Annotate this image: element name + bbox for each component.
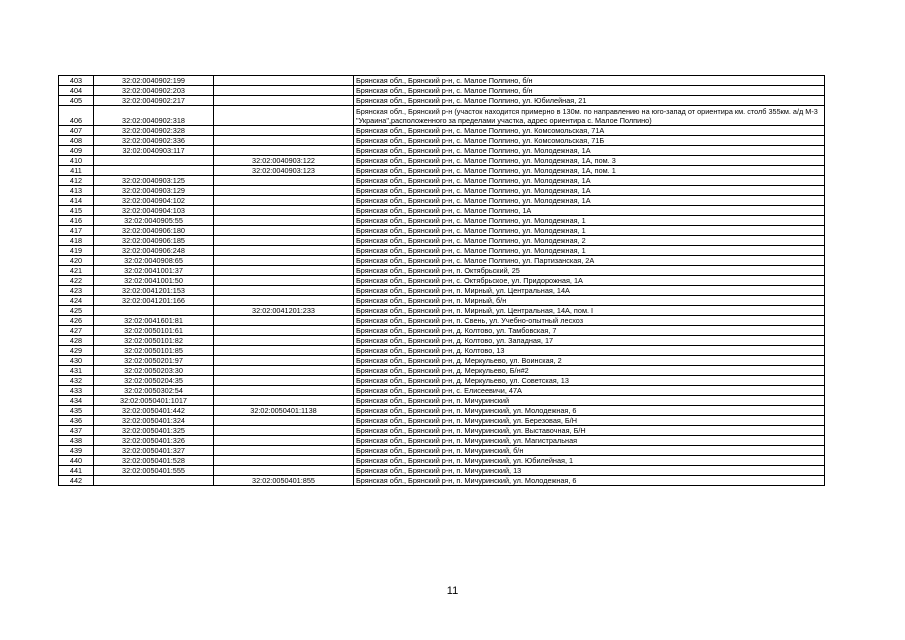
linked-cadastral-number-cell — [214, 356, 354, 366]
table-row — [59, 356, 825, 366]
linked-cadastral-number-cell: 32:02:0050401:855 — [214, 476, 354, 486]
table-row — [59, 346, 825, 356]
table-row — [59, 276, 825, 286]
table-row — [59, 156, 825, 166]
linked-cadastral-number-cell: 32:02:0040903:123 — [214, 166, 354, 176]
address-cell: Брянская обл., Брянский р-н, с. Малое Полпино, ул. Юбилейная, 21 — [354, 96, 825, 106]
table-row — [59, 416, 825, 426]
row-number-cell: 437 — [59, 426, 94, 436]
table-row — [59, 376, 825, 386]
table-row — [59, 106, 825, 126]
address-cell: Брянская обл., Брянский р-н, п. Мичуринский, ул. Магистральная — [354, 436, 825, 446]
address-cell: Брянская обл., Брянский р-н, п. Мирный, ул. Центральная, 14А, пом. I — [354, 306, 825, 316]
linked-cadastral-number-cell — [214, 76, 354, 86]
address-cell: Брянская обл., Брянский р-н, с. Малое Полпино, ул. Молодежная, 2 — [354, 236, 825, 246]
address-cell: Брянская обл., Брянский р-н, п. Мичуринский, ул. Выставочная, Б/Н — [354, 426, 825, 436]
linked-cadastral-number-cell — [214, 286, 354, 296]
address-cell: Брянская обл., Брянский р-н, с. Малое Полпино, ул. Партизанская, 2А — [354, 256, 825, 266]
linked-cadastral-number-cell — [214, 226, 354, 236]
linked-cadastral-number-cell — [214, 146, 354, 156]
address-cell: Брянская обл., Брянский р-н, п. Мирный, ул. Центральная, 14А — [354, 286, 825, 296]
row-number-cell: 416 — [59, 216, 94, 226]
table-row — [59, 236, 825, 246]
address-cell: Брянская обл., Брянский р-н, п. Мичуринский, б/н — [354, 446, 825, 456]
row-number-cell: 414 — [59, 196, 94, 206]
cadastral-number-cell: 32:02:0040902:203 — [94, 86, 214, 96]
cadastral-number-cell: 32:02:0040902:217 — [94, 96, 214, 106]
cadastral-number-cell: 32:02:0040906:248 — [94, 246, 214, 256]
row-number-cell: 440 — [59, 456, 94, 466]
linked-cadastral-number-cell — [214, 396, 354, 406]
row-number-cell: 430 — [59, 356, 94, 366]
table-row — [59, 326, 825, 336]
table-row — [59, 436, 825, 446]
table-row — [59, 426, 825, 436]
linked-cadastral-number-cell — [214, 296, 354, 306]
cadastral-number-cell: 32:02:0050401:528 — [94, 456, 214, 466]
address-cell: Брянская обл., Брянский р-н, с. Малое Полпино, ул. Молодежная, 1А — [354, 196, 825, 206]
address-cell: Брянская обл., Брянский р-н, с. Малое Полпино, ул. Молодежная, 1 — [354, 226, 825, 236]
linked-cadastral-number-cell — [214, 276, 354, 286]
linked-cadastral-number-cell — [214, 416, 354, 426]
linked-cadastral-number-cell — [214, 136, 354, 146]
linked-cadastral-number-cell — [214, 86, 354, 96]
cadastral-number-cell: 32:02:0050401:327 — [94, 446, 214, 456]
linked-cadastral-number-cell — [214, 366, 354, 376]
address-cell: Брянская обл., Брянский р-н, с. Малое Полпино, ул. Комсомольская, 71А — [354, 126, 825, 136]
table-row — [59, 196, 825, 206]
row-number-cell: 429 — [59, 346, 94, 356]
row-number-cell: 417 — [59, 226, 94, 236]
linked-cadastral-number-cell — [214, 186, 354, 196]
cadastral-number-cell: 32:02:0040902:318 — [94, 106, 214, 126]
cadastral-number-cell: 32:02:0040902:328 — [94, 126, 214, 136]
address-cell: Брянская обл., Брянский р-н, п. Октябрьский, 25 — [354, 266, 825, 276]
address-cell: Брянская обл., Брянский р-н, п. Мичуринский — [354, 396, 825, 406]
row-number-cell: 406 — [59, 106, 94, 126]
address-cell: Брянская обл., Брянский р-н, д. Меркульево, Б/н#2 — [354, 366, 825, 376]
table-row — [59, 206, 825, 216]
cadastral-number-cell: 32:02:0050204:35 — [94, 376, 214, 386]
linked-cadastral-number-cell — [214, 326, 354, 336]
row-number-cell: 404 — [59, 86, 94, 96]
table-row — [59, 396, 825, 406]
cadastral-number-cell: 32:02:0050302:54 — [94, 386, 214, 396]
row-number-cell: 423 — [59, 286, 94, 296]
cadastral-number-cell: 32:02:0050201:97 — [94, 356, 214, 366]
cadastral-number-cell: 32:02:0040908:65 — [94, 256, 214, 266]
row-number-cell: 427 — [59, 326, 94, 336]
row-number-cell: 422 — [59, 276, 94, 286]
linked-cadastral-number-cell — [214, 336, 354, 346]
table-row — [59, 446, 825, 456]
address-cell: Брянская обл., Брянский р-н, д. Колтово, ул. Тамбовская, 7 — [354, 326, 825, 336]
linked-cadastral-number-cell — [214, 446, 354, 456]
row-number-cell: 415 — [59, 206, 94, 216]
address-cell: Брянская обл., Брянский р-н, п. Мичуринский, ул. Березовая, Б/Н — [354, 416, 825, 426]
cadastral-number-cell: 32:02:0041201:166 — [94, 296, 214, 306]
cadastral-number-cell — [94, 306, 214, 316]
cadastral-number-cell: 32:02:0040903:129 — [94, 186, 214, 196]
linked-cadastral-number-cell — [214, 96, 354, 106]
row-number-cell: 431 — [59, 366, 94, 376]
address-cell: Брянская обл., Брянский р-н, с. Елисеевичи, 47А — [354, 386, 825, 396]
table-row — [59, 466, 825, 476]
address-cell: Брянская обл., Брянский р-н, с. Малое Полпино, 1А — [354, 206, 825, 216]
row-number-cell: 428 — [59, 336, 94, 346]
table-row — [59, 146, 825, 156]
linked-cadastral-number-cell — [214, 466, 354, 476]
table-row — [59, 126, 825, 136]
cadastral-table — [58, 75, 825, 486]
row-number-cell: 436 — [59, 416, 94, 426]
row-number-cell: 421 — [59, 266, 94, 276]
row-number-cell: 413 — [59, 186, 94, 196]
table-row — [59, 136, 825, 146]
row-number-cell: 426 — [59, 316, 94, 326]
cadastral-number-cell: 32:02:0040903:117 — [94, 146, 214, 156]
table-row — [59, 386, 825, 396]
address-cell: Брянская обл., Брянский р-н, с. Малое Полпино, б/н — [354, 86, 825, 96]
table-row — [59, 336, 825, 346]
table-row — [59, 96, 825, 106]
row-number-cell: 403 — [59, 76, 94, 86]
linked-cadastral-number-cell — [214, 346, 354, 356]
address-cell: Брянская обл., Брянский р-н, п. Мирный, б/н — [354, 296, 825, 306]
linked-cadastral-number-cell — [214, 176, 354, 186]
address-cell: Брянская обл., Брянский р-н, д. Колтово, 13 — [354, 346, 825, 356]
row-number-cell: 420 — [59, 256, 94, 266]
table-row — [59, 186, 825, 196]
address-cell: Брянская обл., Брянский р-н, с. Малое Полпино, ул. Молодежная, 1А — [354, 186, 825, 196]
row-number-cell: 412 — [59, 176, 94, 186]
table-row — [59, 266, 825, 276]
linked-cadastral-number-cell — [214, 216, 354, 226]
address-cell: Брянская обл., Брянский р-н, п. Мичуринский, ул. Юбилейная, 1 — [354, 456, 825, 466]
linked-cadastral-number-cell — [214, 106, 354, 126]
cadastral-number-cell: 32:02:0040902:199 — [94, 76, 214, 86]
cadastral-number-cell — [94, 476, 214, 486]
cadastral-number-cell: 32:02:0041201:153 — [94, 286, 214, 296]
cadastral-number-cell: 32:02:0041001:37 — [94, 266, 214, 276]
cadastral-number-cell: 32:02:0040906:180 — [94, 226, 214, 236]
table-row — [59, 176, 825, 186]
row-number-cell: 438 — [59, 436, 94, 446]
table-row — [59, 456, 825, 466]
cadastral-number-cell: 32:02:0050401:326 — [94, 436, 214, 446]
address-cell: Брянская обл., Брянский р-н, с. Малое Полпино, ул. Молодежная, 1А — [354, 176, 825, 186]
table-row — [59, 406, 825, 416]
row-number-cell: 407 — [59, 126, 94, 136]
cadastral-number-cell: 32:02:0040905:55 — [94, 216, 214, 226]
row-number-cell: 439 — [59, 446, 94, 456]
row-number-cell: 432 — [59, 376, 94, 386]
cadastral-number-cell: 32:02:0050401:325 — [94, 426, 214, 436]
address-cell: Брянская обл., Брянский р-н, с. Октябрьское, ул. Придорожная, 1А — [354, 276, 825, 286]
address-cell: Брянская обл., Брянский р-н, с. Малое Полпино, ул. Молодежная, 1 — [354, 246, 825, 256]
cadastral-number-cell: 32:02:0050401:1017 — [94, 396, 214, 406]
page-number: 11 — [446, 585, 459, 597]
address-cell: Брянская обл., Брянский р-н, с. Малое Полпино, ул. Молодежная, 1А — [354, 146, 825, 156]
address-cell: Брянская обл., Брянский р-н, с. Малое Полпино, ул. Комсомольская, 71Б — [354, 136, 825, 146]
row-number-cell: 409 — [59, 146, 94, 156]
address-cell: Брянская обл., Брянский р-н, с. Малое Полпино, ул. Молодежная, 1 — [354, 216, 825, 226]
row-number-cell: 435 — [59, 406, 94, 416]
linked-cadastral-number-cell — [214, 386, 354, 396]
cadastral-number-cell: 32:02:0050401:555 — [94, 466, 214, 476]
cadastral-number-cell: 32:02:0050203:30 — [94, 366, 214, 376]
row-number-cell: 411 — [59, 166, 94, 176]
address-cell: Брянская обл., Брянский р-н, с. Малое Полпино, ул. Молодежная, 1А, пом. 1 — [354, 166, 825, 176]
linked-cadastral-number-cell — [214, 376, 354, 386]
address-cell: Брянская обл., Брянский р-н, д. Колтово, ул. Западная, 17 — [354, 336, 825, 346]
table-row — [59, 476, 825, 486]
address-cell: Брянская обл., Брянский р-н, с. Малое Полпино, ул. Молодежная, 1А, пом. 3 — [354, 156, 825, 166]
row-number-cell: 424 — [59, 296, 94, 306]
table-row — [59, 256, 825, 266]
row-number-cell: 405 — [59, 96, 94, 106]
table-row — [59, 306, 825, 316]
address-cell: Брянская обл., Брянский р-н (участок находится примерно в 130м. по направлению на юго-запад от ориентира км. столб 355км. а/д М-3 "Украина",расположенного за пределами участка, адрес ориентира с. Малое Полпино) — [354, 106, 825, 126]
table-row — [59, 246, 825, 256]
table-row — [59, 166, 825, 176]
row-number-cell: 434 — [59, 396, 94, 406]
linked-cadastral-number-cell — [214, 236, 354, 246]
cadastral-number-cell — [94, 156, 214, 166]
linked-cadastral-number-cell — [214, 256, 354, 266]
linked-cadastral-number-cell: 32:02:0050401:1138 — [214, 406, 354, 416]
cadastral-number-cell: 32:02:0040902:336 — [94, 136, 214, 146]
row-number-cell: 441 — [59, 466, 94, 476]
address-cell: Брянская обл., Брянский р-н, п. Мичуринский, ул. Молодежная, 6 — [354, 406, 825, 416]
linked-cadastral-number-cell — [214, 196, 354, 206]
linked-cadastral-number-cell: 32:02:0041201:233 — [214, 306, 354, 316]
cadastral-number-cell: 32:02:0050401:442 — [94, 406, 214, 416]
linked-cadastral-number-cell: 32:02:0040903:122 — [214, 156, 354, 166]
cadastral-number-cell: 32:02:0040904:103 — [94, 206, 214, 216]
cadastral-number-cell: 32:02:0050101:82 — [94, 336, 214, 346]
row-number-cell: 410 — [59, 156, 94, 166]
linked-cadastral-number-cell — [214, 436, 354, 446]
row-number-cell: 408 — [59, 136, 94, 146]
table-row — [59, 316, 825, 326]
cadastral-number-cell: 32:02:0040906:185 — [94, 236, 214, 246]
address-cell: Брянская обл., Брянский р-н, п. Свень, ул. Учебно-опытный лесхоз — [354, 316, 825, 326]
cadastral-number-cell: 32:02:0050401:324 — [94, 416, 214, 426]
address-cell: Брянская обл., Брянский р-н, п. Мичуринский, ул. Молодежная, 6 — [354, 476, 825, 486]
table-row — [59, 296, 825, 306]
table-row — [59, 86, 825, 96]
table-row — [59, 366, 825, 376]
cadastral-number-cell: 32:02:0040904:102 — [94, 196, 214, 206]
linked-cadastral-number-cell — [214, 266, 354, 276]
linked-cadastral-number-cell — [214, 246, 354, 256]
linked-cadastral-number-cell — [214, 206, 354, 216]
row-number-cell: 418 — [59, 236, 94, 246]
cadastral-number-cell: 32:02:0041601:81 — [94, 316, 214, 326]
linked-cadastral-number-cell — [214, 426, 354, 436]
table-row — [59, 216, 825, 226]
address-cell: Брянская обл., Брянский р-н, с. Малое Полпино, б/н — [354, 76, 825, 86]
cadastral-number-cell: 32:02:0050101:61 — [94, 326, 214, 336]
row-number-cell: 425 — [59, 306, 94, 316]
linked-cadastral-number-cell — [214, 126, 354, 136]
address-cell: Брянская обл., Брянский р-н, д. Меркульево, ул. Воинская, 2 — [354, 356, 825, 366]
cadastral-number-cell — [94, 166, 214, 176]
row-number-cell: 442 — [59, 476, 94, 486]
table-row — [59, 76, 825, 86]
linked-cadastral-number-cell — [214, 456, 354, 466]
cadastral-number-cell: 32:02:0050101:85 — [94, 346, 214, 356]
linked-cadastral-number-cell — [214, 316, 354, 326]
cadastral-number-cell: 32:02:0040903:125 — [94, 176, 214, 186]
cadastral-number-cell: 32:02:0041001:50 — [94, 276, 214, 286]
row-number-cell: 433 — [59, 386, 94, 396]
table-row — [59, 226, 825, 236]
table-row — [59, 286, 825, 296]
table-body — [59, 76, 825, 486]
address-cell: Брянская обл., Брянский р-н, д. Меркульево, ул. Советская, 13 — [354, 376, 825, 386]
address-cell: Брянская обл., Брянский р-н, п. Мичуринский, 13 — [354, 466, 825, 476]
row-number-cell: 419 — [59, 246, 94, 256]
